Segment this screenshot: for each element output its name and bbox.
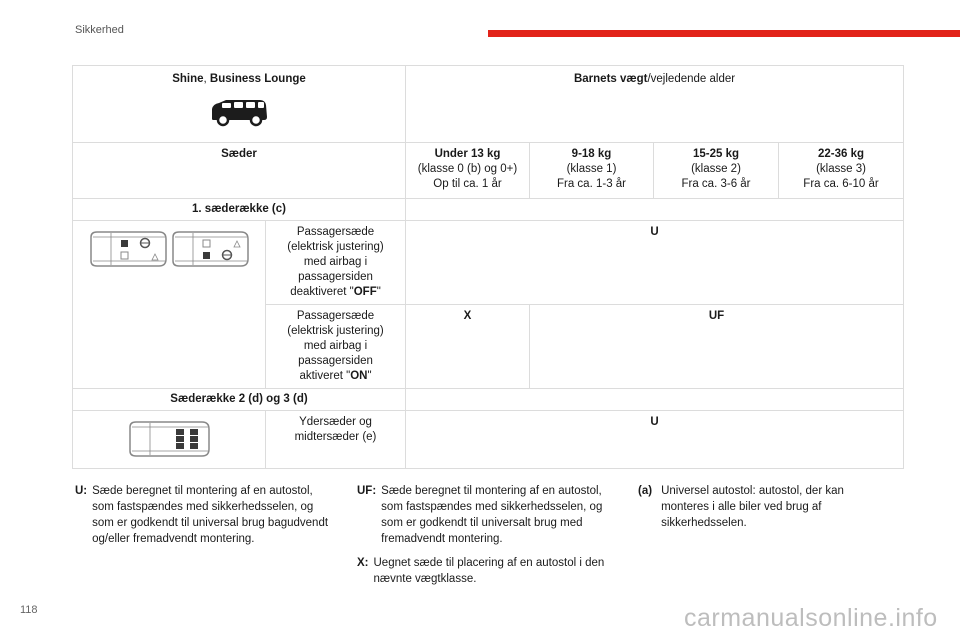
weight-class-age: Fra ca. 6-10 år	[803, 178, 879, 190]
airbag-status-prefix: aktiveret "	[299, 370, 351, 382]
front-seat-layout-icon	[85, 229, 253, 269]
note-u	[75, 483, 335, 547]
seat-desc-line: (elektrisk justering)	[287, 325, 384, 337]
weight-class-klasse: (klasse 2)	[691, 163, 741, 175]
weight-class-cell	[654, 143, 779, 199]
section-accent-bar	[488, 30, 960, 37]
seat-desc-line: (elektrisk justering)	[287, 241, 384, 253]
weight-class-klasse: (klasse 0 (b) og 0+)	[417, 163, 518, 175]
row-title-front: 1. sæderække (c)	[73, 199, 406, 221]
weight-class-age: Op til ca. 1 år	[433, 178, 502, 190]
note-key: X:	[357, 557, 369, 569]
child-seat-compatibility-table	[72, 65, 904, 469]
note-text: Sæde beregnet til montering af en autostol, som fastspændes med sikkerhedsselen, og som er godkendt til universalt brug med fremadvendt montering.	[381, 485, 603, 545]
weight-class-range: 15-25 kg	[692, 148, 740, 160]
airbag-status-suffix: "	[376, 286, 381, 298]
section-title: Sikkerhed	[75, 24, 124, 36]
outer-seats-cell	[266, 411, 406, 469]
airbag-status: ON	[350, 370, 368, 382]
table-row	[73, 143, 904, 199]
airbag-status: OFF	[353, 286, 377, 298]
weight-class-klasse: (klasse 3)	[816, 163, 866, 175]
seat-desc-line: Passagersæde	[296, 310, 375, 322]
note-text: Universel autostol: autostol, der kan monteres i alle biler ved brug af sikkerhedsselen.	[661, 485, 844, 529]
seat-desc-line	[270, 369, 401, 384]
notes-column-3	[638, 483, 873, 539]
version-name: Shine	[172, 73, 204, 85]
seat-desc-line: Ydersæder og	[299, 416, 372, 428]
version-separator: ,	[203, 73, 210, 85]
note-key: (a)	[638, 485, 653, 497]
weight-header-cell	[406, 66, 904, 143]
compat-value-cell: UF	[530, 305, 904, 389]
table-row	[73, 411, 904, 469]
rear-seat-layout-icon	[126, 419, 212, 459]
weight-header-label: Barnets vægt	[573, 73, 648, 85]
compat-value-cell: U	[406, 411, 904, 469]
airbag-status-suffix: "	[367, 370, 372, 382]
seat-desc-line	[270, 285, 401, 300]
version-name: Business Lounge	[209, 73, 306, 85]
note-a	[638, 483, 873, 531]
note-text: Uegnet sæde til placering af en autostol i den nævnte vægtklasse.	[373, 557, 605, 585]
airbag-status-prefix: deaktiveret "	[290, 286, 354, 298]
note-x	[357, 555, 622, 587]
empty-cell	[406, 199, 904, 221]
seat-desc-line: med airbag i	[303, 256, 368, 268]
seat-desc-line: midtersæder (e)	[294, 431, 377, 443]
seat-desc-line: med airbag i	[303, 340, 368, 352]
versions-cell	[73, 66, 406, 143]
weight-class-cell	[779, 143, 904, 199]
seat-desc-line: passagersiden	[298, 271, 373, 283]
table-row	[73, 66, 904, 143]
compat-value-cell: X	[406, 305, 530, 389]
weight-class-age: Fra ca. 3-6 år	[681, 178, 751, 190]
weight-class-range: 9-18 kg	[571, 148, 612, 160]
note-uf	[357, 483, 622, 547]
empty-cell	[406, 389, 904, 411]
passenger-seat-off-cell	[266, 221, 406, 305]
compat-value-cell: U	[406, 221, 904, 305]
weight-class-range: Under 13 kg	[434, 148, 501, 160]
passenger-seat-on-cell	[266, 305, 406, 389]
table-row	[73, 199, 904, 221]
note-text: Sæde beregnet til montering af en autostol, som fastspændes med sikkerhedsselen, og som er godkendt til universal brug bagudvendt og/eller fremadvendt montering.	[92, 485, 329, 545]
notes-column-1	[75, 483, 335, 555]
seat-desc-line: Passagersæde	[296, 226, 375, 238]
seats-label: Sæder	[73, 143, 406, 199]
notes-column-2	[357, 483, 622, 595]
row-title-rear: Sæderække 2 (d) og 3 (d)	[73, 389, 406, 411]
weight-class-klasse: (klasse 1)	[566, 163, 617, 175]
note-key: U:	[75, 485, 88, 497]
van-side-icon	[208, 97, 270, 127]
weight-class-age: Fra ca. 1-3 år	[556, 178, 627, 190]
weight-class-cell	[530, 143, 654, 199]
seat-desc-line: passagersiden	[298, 355, 373, 367]
rear-seat-diagram-cell	[73, 411, 266, 469]
page-number: 118	[20, 604, 38, 616]
watermark: carmanualsonline.info	[684, 604, 938, 632]
weight-class-cell	[406, 143, 530, 199]
table-row	[73, 389, 904, 411]
weight-class-range: 22-36 kg	[818, 148, 865, 160]
note-key: UF:	[357, 485, 377, 497]
weight-header-suffix: /vejledende alder	[647, 73, 736, 85]
front-seat-diagram-cell	[73, 221, 266, 389]
table-row	[73, 221, 904, 305]
